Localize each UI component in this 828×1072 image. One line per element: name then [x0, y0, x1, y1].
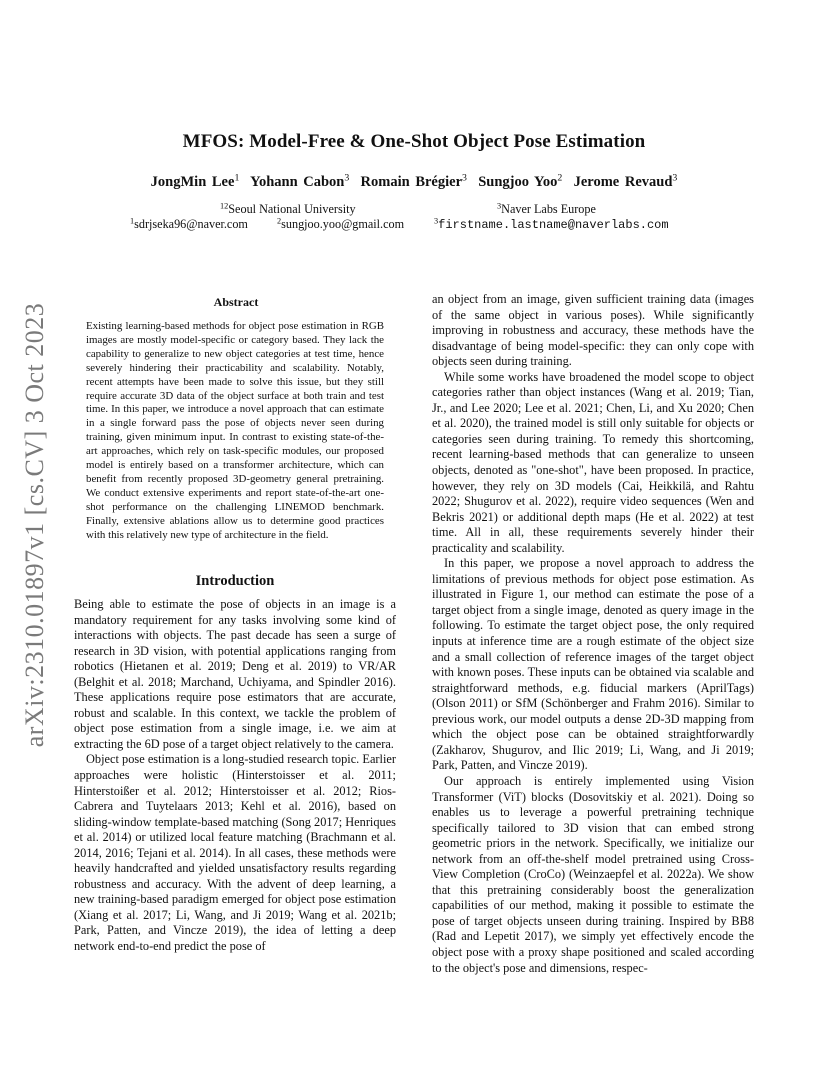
arxiv-stamp: arXiv:2310.01897v1 [cs.CV] 3 Oct 2023 — [20, 302, 49, 748]
author-name: JongMin Lee — [150, 174, 235, 190]
author-affil-mark: 3 — [462, 172, 467, 184]
author-name: Yohann Cabon — [250, 174, 345, 190]
author-list — [0, 174, 828, 191]
abstract-heading: Abstract — [213, 295, 259, 309]
affiliation-naver: $^3$Naver Labs Europe — [497, 201, 596, 216]
paragraph: Being able to estimate the pose of objects in an image is a mandatory requirement for any tasks involving some kind of interactions with objects. The past decade has seen a surge of research in 3D vision, with potential applications ranging from robotics (Hietanen et al. 2019; Deng et al. 2019) to VR/AR (Belghit et al. 2018; Marchand, Uchiyama, and Spindler 2016). These applications require pose estimators that are accurate, robust and scalable. In this context, we tackle the problem of object pose estimation from a single image, i.e. we aim at extracting the 6D pose of a target object relatively to the camera. — [74, 597, 396, 751]
author-affil-mark: 3 — [344, 172, 350, 184]
introduction-heading: Introduction — [195, 573, 275, 589]
affiliation-seoul: $^{12}$Seoul National University — [220, 201, 356, 216]
email-1: $^1$sdrjseka96@naver.com — [130, 216, 248, 231]
abstract-body: Existing learning-based methods for object pose estimation in RGB images are mostly model-specific or category based. They lack the capability to generalize to new object categories at test time, hence severely hindering their practicability and scalability. Notably, recent attempts have been made to solve this issue, but they still require accurate 3D data of the object surface at both train and test time. In this paper, we introduce a novel approach that can estimate in a single forward pass the pose of objects never seen during training, given minimum input. In contrast to existing state-of-the-art approaches, which rely on task-specific modules, our proposed model is entirely based on a transformer architecture, which can benefit from recently proposed 3D-geometry general pretraining. We conduct extensive experiments and report state-of-the-art one-shot performance on the challenging LINEMOD benchmark. Finally, extensive ablations allow us to determine good practices with this relatively new type of architecture in the field. — [86, 320, 384, 541]
email-2: $^2$sungjoo.yoo@gmail.com — [277, 216, 405, 231]
paper-title: MFOS: Model-Free & One-Shot Object Pose Estimation — [182, 131, 646, 152]
author-name: Romain Brégier — [360, 174, 463, 190]
author-affil-mark: 3 — [672, 172, 678, 184]
left-column-body — [74, 597, 396, 955]
email-3: $^3$firstname.lastname@naverlabs.com — [434, 216, 669, 232]
author-affil-mark: 2 — [557, 172, 563, 184]
right-column-body — [432, 292, 754, 976]
author-affil-mark: 1 — [234, 172, 240, 184]
author-name: Sungjoo Yoo — [478, 174, 558, 190]
paragraph: Our approach is entirely implemented using Vision Transformer (ViT) blocks (Dosovitskiy et al. 2021). Doing so enables us to leverage a powerful pretraining technique specifically tailored to 3D vision that can embed strong geometric priors in the network. Specifically, we initialize our network from an off-the-shelf model pretrained using Cross-View Completion (CroCo) (Weinzaepfel et al. 2022a). We show that this pretraining considerably boost the generalization capabilities of our method, making it possible to estimate the pose of target objects unseen during training. Inspired by BB8 (Rad and Lepetit 2017), we simply yet effectively encode the object pose with a proxy shape positioned and scaled according to the object's pose and dimensions, respec- — [432, 773, 754, 975]
paragraph: While some works have broadened the model scope to object categories rather than object instances (Wang et al. 2019; Tian, Jr., and Lee 2020; Lee et al. 2021; Chen, Li, and Xu 2020; Chen et al. 2020), the trained model is still only suitable for objects or categories seen during training. To remedy this shortcoming, recent learning-based methods that can generalize to unseen objects, denoted as "one-shot", have been proposed. In practice, however, they rely on 3D models (Cai, Heikkilä, and Rahtu 2022; Shugurov et al. 2022), require video sequences (Wen and Bekris 2021) or additional depth maps (He et al. 2022) at test time. All in all, these requirements severely hinder their practicality and scalability. — [432, 369, 754, 555]
paragraph: Object pose estimation is a long-studied research topic. Earlier approaches were holistic (Hinterstoisser et al. 2011; Hinterstoißer et al. 2012; Hinterstoisser et al. 2012; Rios-Cabrera and Tuytelaars 2013; Kehl et al. 2016), based on sliding-window template-based matching (Song 2017; Henriques et al. 2014) or utilized local feature matching (Brachmann et al. 2014, 2016; Tejani et al. 2014). In all cases, these methods were heavily handcrafted and yielded unsatisfactory results regarding robustness and accuracy. With the advent of deep learning, a new training-based paradigm emerged for object pose estimation (Xiang et al. 2017; Li, Wang, and Ji 2019; Wang et al. 2021b; Park, Patten, and Vincze 2019), the idea of letting a deep network end-to-end predict the pose of — [74, 752, 396, 954]
paragraph: an object from an image, given sufficient training data (images of the same object in various poses). While significantly improving in robustness and accuracy, these methods have the disadvantage of being model-specific: they can only cope with objects seen during training. — [432, 292, 754, 369]
author-name: Jerome Revaud — [573, 174, 673, 190]
paragraph: In this paper, we propose a novel approach to address the limitations of previous methods for object pose estimation. As illustrated in Figure 1, our method can estimate the pose of a target object from a single image, denoted as query image in the following. To estimate the target object pose, the only required inputs at inference time are a rough estimate of the object size and a small collection of reference images of the target object with known poses. These inputs can be obtained via scalable and straightforward methods, e.g. fiducial markers (AprilTags) (Olson 2011) or SfM (Schönberger and Frahm 2016). Similar to previous work, our model outputs a dense 2D-3D mapping from which the object pose can be obtained straightforwardly (Zakharov, Shugurov, and Ilic 2019; Li, Wang, and Ji 2019; Park, Patten, and Vincze 2019). — [432, 556, 754, 773]
